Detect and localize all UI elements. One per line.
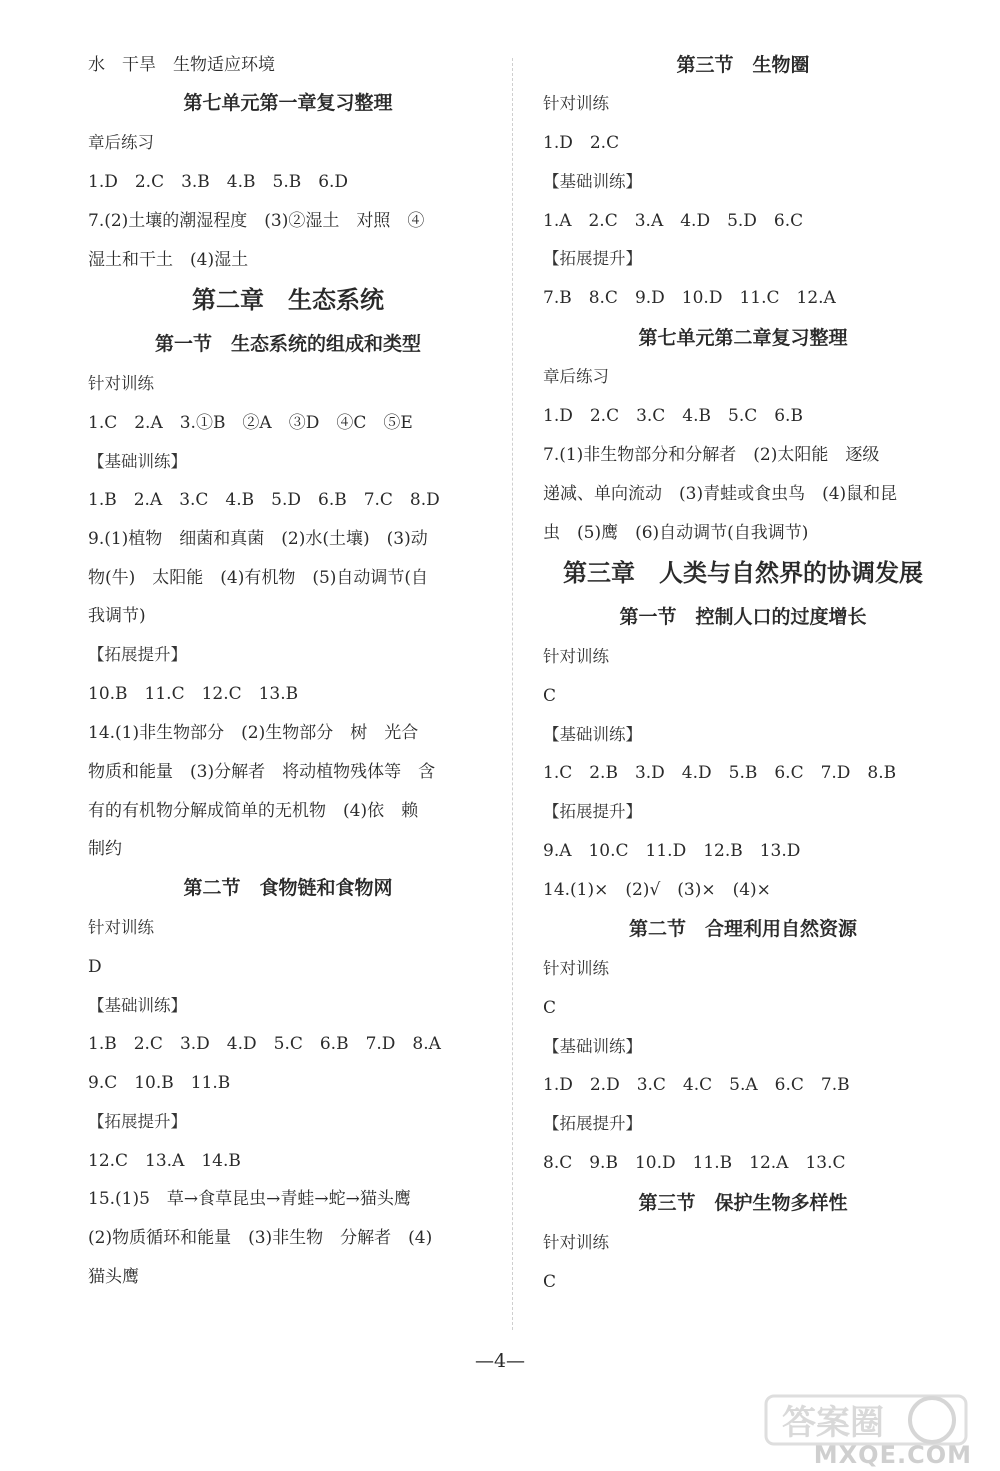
answer-line: 8.C 9.B 10.D 11.B 12.A 13.C bbox=[543, 1153, 846, 1173]
answer-line: 1.D 2.C 3.C 4.B 5.C 6.B bbox=[543, 406, 803, 426]
answer-line: C bbox=[543, 1272, 557, 1292]
answer-line: 7.B 8.C 9.D 10.D 11.C 12.A bbox=[543, 288, 836, 308]
answer-line: 12.C 13.A 14.B bbox=[88, 1151, 241, 1171]
label-line: 针对训练 bbox=[543, 959, 609, 978]
section-heading: 第七单元第一章复习整理 bbox=[183, 92, 393, 114]
chapter-heading: 第三章 人类与自然界的协调发展 bbox=[563, 558, 923, 587]
answer-line: 1.D 2.C 3.B 4.B 5.B 6.D bbox=[88, 172, 349, 192]
answer-line: 物质和能量 (3)分解者 将动植物残体等 含 bbox=[88, 762, 436, 782]
column-divider bbox=[512, 58, 513, 1330]
answer-line: 1.D 2.D 3.C 4.C 5.A 6.C 7.B bbox=[543, 1075, 850, 1095]
answer-line: C bbox=[543, 686, 557, 706]
section-heading: 第七单元第二章复习整理 bbox=[638, 327, 848, 349]
answer-line: (2)物质循环和能量 (3)非生物 分解者 (4) bbox=[88, 1228, 433, 1248]
label-line: 针对训练 bbox=[88, 374, 154, 393]
label-line: 【基础训练】 bbox=[543, 725, 642, 744]
section-heading: 第三节 生物圈 bbox=[676, 54, 810, 76]
answer-line: 1.C 2.A 3.①B ②A ③D ④C ⑤E bbox=[88, 413, 413, 433]
label-line: 针对训练 bbox=[543, 647, 609, 666]
answer-line: 9.(1)植物 细菌和真菌 (2)水(土壤) (3)动 bbox=[88, 529, 428, 549]
section-heading: 第二节 合理利用自然资源 bbox=[628, 918, 857, 940]
label-line: 针对训练 bbox=[88, 918, 154, 937]
label-line: 【拓展提升】 bbox=[543, 802, 642, 821]
answer-line: 1.C 2.B 3.D 4.D 5.B 6.C 7.D 8.B bbox=[543, 763, 897, 783]
label-line: 【基础训练】 bbox=[88, 452, 187, 471]
answer-line: 我调节) bbox=[88, 606, 146, 626]
answer-line: 1.D 2.C bbox=[543, 133, 620, 153]
answer-line: 10.B 11.C 12.C 13.B bbox=[88, 684, 299, 704]
section-heading: 第一节 控制人口的过度增长 bbox=[619, 606, 867, 628]
answer-line: 9.C 10.B 11.B bbox=[88, 1073, 231, 1093]
answer-line: 虫 (5)鹰 (6)自动调节(自我调节) bbox=[543, 523, 809, 543]
section-heading: 第一节 生态系统的组成和类型 bbox=[154, 333, 421, 355]
answer-line: 制约 bbox=[88, 839, 122, 859]
label-line: 章后练习 bbox=[88, 133, 154, 152]
chapter-heading: 第二章 生态系统 bbox=[192, 285, 384, 314]
answer-line: 猫头鹰 bbox=[88, 1267, 139, 1287]
answer-line: C bbox=[543, 998, 557, 1018]
watermark-site: MXQE.COM bbox=[813, 1441, 972, 1469]
answer-line: 水 干旱 生物适应环境 bbox=[88, 55, 275, 75]
label-line: 【基础训练】 bbox=[543, 1037, 642, 1056]
label-line: 【基础训练】 bbox=[88, 996, 187, 1015]
label-line: 针对训练 bbox=[543, 94, 609, 113]
answer-line: 有的有机物分解成简单的无机物 (4)依 赖 bbox=[88, 801, 419, 821]
watermark-logo-text: 答案圈 bbox=[782, 1403, 884, 1443]
label-line: 【基础训练】 bbox=[543, 172, 642, 191]
label-line: 【拓展提升】 bbox=[543, 249, 642, 268]
label-line: 章后练习 bbox=[543, 367, 609, 386]
page-number: —4— bbox=[474, 1350, 526, 1372]
answer-line: 1.B 2.C 3.D 4.D 5.C 6.B 7.D 8.A bbox=[88, 1034, 441, 1054]
answer-line: 湿土和干土 (4)湿土 bbox=[88, 250, 249, 270]
label-line: 【拓展提升】 bbox=[88, 645, 187, 664]
answer-line: 物(牛) 太阳能 (4)有机物 (5)自动调节(自 bbox=[88, 568, 429, 588]
label-line: 【拓展提升】 bbox=[88, 1112, 187, 1131]
label-line: 【拓展提升】 bbox=[543, 1114, 642, 1133]
answer-line: 1.A 2.C 3.A 4.D 5.D 6.C bbox=[543, 211, 804, 231]
answer-line: 递减、单向流动 (3)青蛙或食虫鸟 (4)鼠和昆 bbox=[543, 484, 898, 504]
answer-line: 7.(1)非生物部分和分解者 (2)太阳能 逐级 bbox=[543, 445, 880, 465]
answer-line: 15.(1)5 草→食草昆虫→青蛙→蛇→猫头鹰 bbox=[88, 1189, 411, 1209]
answer-line: D bbox=[88, 957, 102, 977]
answer-line: 9.A 10.C 11.D 12.B 13.D bbox=[543, 841, 801, 861]
section-heading: 第三节 保护生物多样性 bbox=[638, 1192, 848, 1214]
answer-line: 7.(2)土壤的潮湿程度 (3)②湿土 对照 ④ bbox=[88, 211, 425, 231]
answer-line: 14.(1)× (2)√ (3)× (4)× bbox=[543, 880, 771, 900]
label-line: 针对训练 bbox=[543, 1233, 609, 1252]
answer-line: 1.B 2.A 3.C 4.B 5.D 6.B 7.C 8.D bbox=[88, 490, 440, 510]
section-heading: 第二节 食物链和食物网 bbox=[183, 877, 393, 899]
answer-line: 14.(1)非生物部分 (2)生物部分 树 光合 bbox=[88, 723, 419, 743]
